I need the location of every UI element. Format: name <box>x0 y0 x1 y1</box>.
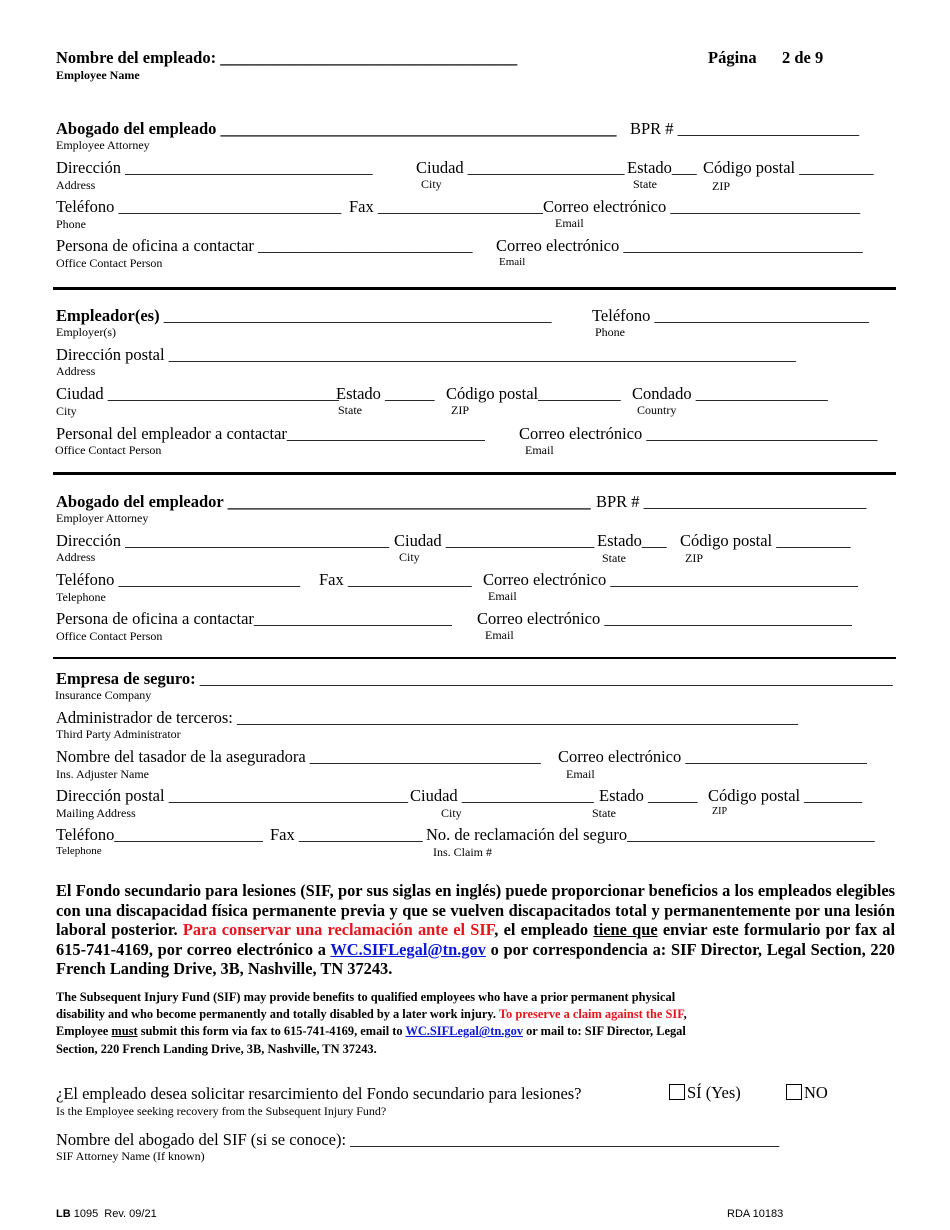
employer-attorney-city-sublabel: City <box>399 550 420 564</box>
employee-attorney-phone-field[interactable]: Teléfono ___________________________ <box>56 197 342 216</box>
sif-no-checkbox[interactable] <box>786 1084 802 1100</box>
sif-question-sublabel: Is the Employee seeking recovery from the Subsequent Injury Fund? <box>56 1104 387 1118</box>
employer-attorney-contact-email-field[interactable]: Correo electrónico ______________________________ <box>477 609 852 628</box>
employer-attorney-zip-sublabel: ZIP <box>685 551 703 565</box>
employer-contact-sublabel: Office Contact Person <box>55 443 162 457</box>
employer-attorney-phone-sublabel: Telephone <box>56 590 106 604</box>
insurance-zip-field[interactable]: Código postal _______ <box>708 786 863 805</box>
sif-attorney-field[interactable]: Nombre del abogado del SIF (si se conoce): ____________________________________________________ <box>56 1130 780 1149</box>
sif-yes-option[interactable] <box>669 1084 741 1102</box>
sif-notice-english-text: , Employee <box>56 1007 687 1039</box>
insurance-city-field[interactable]: Ciudad ________________ <box>410 786 594 805</box>
adjuster-name-sublabel: Ins. Adjuster Name <box>56 767 149 781</box>
employee-attorney-bpr-field[interactable]: BPR # ______________________ <box>630 119 860 138</box>
insurance-company-line: ____________________________________________________________________________________ <box>195 669 893 688</box>
page-number: 2 de 9 <box>782 48 824 67</box>
insurance-mailing-address-sublabel: Mailing Address <box>56 806 136 820</box>
employer-line: _______________________________________________ <box>159 306 552 325</box>
section-divider <box>53 472 896 475</box>
adjuster-email-sublabel: Email <box>566 767 595 781</box>
employer-city-sublabel: City <box>56 404 77 418</box>
employee-attorney-city-sublabel: City <box>421 177 442 191</box>
employee-attorney-contact-field[interactable]: Persona de oficina a contactar __________________________ <box>56 236 473 255</box>
sif-no-option[interactable] <box>786 1084 828 1102</box>
employee-name-sublabel: Employee Name <box>56 68 140 82</box>
employee-attorney-fax-field[interactable]: Fax ____________________ <box>349 197 543 216</box>
sif-notice-spanish <box>56 881 895 979</box>
insurance-phone-field[interactable]: Teléfono__________________ <box>56 825 263 844</box>
employee-attorney-sublabel: Employee Attorney <box>56 138 150 152</box>
form-number-revision: 1095 Rev. 09/21 <box>70 1208 157 1220</box>
employer-attorney-contact-email-sublabel: Email <box>485 628 514 642</box>
employee-attorney-zip-field[interactable]: Código postal _________ <box>703 158 874 177</box>
employer-attorney-contact-sublabel: Office Contact Person <box>56 629 163 643</box>
adjuster-name-field[interactable]: Nombre del tasador de la aseguradora ____________________________ <box>56 747 541 766</box>
insurance-fax-field[interactable]: Fax _______________ <box>270 825 423 844</box>
employer-state-sublabel: State <box>338 403 362 417</box>
employee-attorney-field[interactable]: Abogado del empleado ________________________________________________ <box>56 119 617 138</box>
employer-zip-sublabel: ZIP <box>451 403 469 417</box>
employee-attorney-state-sublabel: State <box>633 177 657 191</box>
employee-attorney-address-sublabel: Address <box>56 178 96 192</box>
page-label: Página <box>708 48 757 67</box>
employer-contact-field[interactable]: Personal del empleador a contactar________________________ <box>56 424 485 443</box>
sif-notice-spanish-text: , el empleado <box>494 920 594 940</box>
employer-attorney-zip-field[interactable]: Código postal _________ <box>680 531 851 550</box>
employer-zip-field[interactable]: Código postal__________ <box>446 384 621 403</box>
insurance-city-sublabel: City <box>441 806 462 820</box>
insurance-claim-sublabel: Ins. Claim # <box>433 845 492 859</box>
employer-name-field[interactable] <box>56 307 551 325</box>
insurance-company-sublabel: Insurance Company <box>55 688 152 702</box>
employer-attorney-bpr-field[interactable]: BPR # ___________________________ <box>596 492 867 511</box>
sif-notice-english-text: or mail to: SIF Director, Legal Section, 220 French Landing Drive, 3B, Nashville, TN 37243. <box>56 1024 686 1056</box>
employee-attorney-contact-sublabel: Office Contact Person <box>56 256 163 270</box>
employer-email-sublabel: Email <box>525 443 554 457</box>
employee-attorney-city-field[interactable]: Ciudad ___________________ <box>416 158 625 177</box>
employer-attorney-contact-field[interactable]: Persona de oficina a contactar________________________ <box>56 609 452 628</box>
sif-attorney-sublabel: SIF Attorney Name (If known) <box>56 1149 205 1163</box>
insurance-state-sublabel: State <box>592 806 616 820</box>
sif-email-link[interactable]: WC.SIFLegal@tn.gov <box>405 1024 524 1039</box>
sif-notice-english-emphasis: must <box>111 1024 138 1039</box>
employer-address-sublabel: Address <box>56 364 96 378</box>
form-number-prefix: LB <box>56 1208 71 1220</box>
sif-yes-checkbox[interactable] <box>669 1084 685 1100</box>
sif-notice-spanish-warning: Para conservar una reclamación ante el SIF <box>182 920 495 940</box>
employee-attorney-phone-sublabel: Phone <box>56 217 86 231</box>
sif-notice-spanish-text: El Fondo secundario para lesiones (SIF, por sus siglas en inglés) puede proporcionar beneficios a los empleados elegibles con una discapacidad física permanente previa y que se vuelven discapacitados total y permanentemente por una lesión laboral posterior. <box>56 881 895 940</box>
employer-county-field[interactable]: Condado ________________ <box>632 384 828 403</box>
employer-attorney-state-field[interactable]: Estado___ <box>597 531 667 550</box>
employer-attorney-city-field[interactable]: Ciudad __________________ <box>394 531 595 550</box>
employee-attorney-zip-sublabel: ZIP <box>712 179 730 193</box>
employee-name-field[interactable]: Nombre del empleado: ____________________________________ <box>56 48 518 67</box>
insurance-state-field[interactable]: Estado ______ <box>599 786 698 805</box>
employee-attorney-address-field[interactable]: Dirección ______________________________ <box>56 158 373 177</box>
employer-attorney-field[interactable]: Abogado del empleador ____________________________________________ <box>56 492 591 511</box>
employer-phone-sublabel: Phone <box>595 325 625 339</box>
sif-notice-english-warning: To preserve a claim against the SIF <box>498 1007 684 1022</box>
sif-yes-label: SÍ (Yes) <box>687 1083 741 1102</box>
sif-notice-spanish-emphasis: tiene que <box>593 920 658 940</box>
rda-number: RDA 10183 <box>727 1208 784 1220</box>
insurance-claim-field[interactable]: No. de reclamación del seguro______________________________ <box>426 825 875 844</box>
sif-notice-english <box>56 989 716 1058</box>
employer-attorney-address-field[interactable]: Dirección ________________________________ <box>56 531 390 550</box>
employer-attorney-address-sublabel: Address <box>56 550 96 564</box>
sif-question: ¿El empleado desea solicitar resarcimiento del Fondo secundario para lesiones? <box>56 1084 582 1103</box>
tpa-sublabel: Third Party Administrator <box>56 727 181 741</box>
insurance-company-label: Empresa de seguro: <box>56 669 196 688</box>
sif-email-link[interactable]: WC.SIFLegal@tn.gov <box>330 939 486 959</box>
sif-no-label: NO <box>804 1083 828 1102</box>
employer-attorney-state-sublabel: State <box>602 551 626 565</box>
employee-attorney-contact-email-field[interactable]: Correo electrónico _____________________________ <box>496 236 863 255</box>
insurance-company-field[interactable] <box>56 670 893 688</box>
insurance-zip-sublabel: ZIP <box>712 806 727 817</box>
sif-notice-spanish-text: o por correspondencia a: SIF Director, Legal Section, 220 French Landing Drive, 3B, Nashville, TN 37243. <box>56 939 895 979</box>
employer-state-field[interactable]: Estado ______ <box>336 384 435 403</box>
adjuster-email-field[interactable]: Correo electrónico ______________________ <box>558 747 867 766</box>
employer-phone-field[interactable]: Teléfono __________________________ <box>592 306 870 325</box>
employer-sublabel: Employer(s) <box>56 325 116 339</box>
employer-email-field[interactable]: Correo electrónico ____________________________ <box>519 424 878 443</box>
employer-attorney-phone-field[interactable]: Teléfono ______________________ <box>56 570 301 589</box>
employer-attorney-email-sublabel: Email <box>488 589 517 603</box>
sif-notice-spanish-text: enviar este formulario por fax al 615-741-4169, por correo electrónico a <box>56 920 895 959</box>
employer-address-field[interactable]: Dirección postal ____________________________________________________________________________ <box>56 345 796 364</box>
sif-notice-english-text: submit this form via fax to 615-741-4169, email to <box>137 1024 406 1039</box>
employer-attorney-fax-field[interactable]: Fax _______________ <box>319 570 472 589</box>
employee-attorney-contact-email-sublabel: Email <box>499 256 526 268</box>
insurance-mailing-address-field[interactable]: Dirección postal _____________________________ <box>56 786 408 805</box>
employee-attorney-email-field[interactable]: Correo electrónico _______________________ <box>543 197 861 216</box>
employer-attorney-sublabel: Employer Attorney <box>56 511 149 525</box>
employer-attorney-email-field[interactable]: Correo electrónico ______________________________ <box>483 570 858 589</box>
section-divider <box>53 657 896 659</box>
tpa-field[interactable]: Administrador de terceros: ____________________________________________________________________ <box>56 708 798 727</box>
employer-label: Empleador(es) <box>56 306 160 325</box>
section-divider <box>53 287 896 290</box>
employee-attorney-email-sublabel: Email <box>555 216 584 230</box>
employee-attorney-state-field[interactable]: Estado___ <box>627 158 697 177</box>
form-number <box>56 1208 157 1220</box>
insurance-phone-sublabel: Telephone <box>56 845 102 857</box>
employer-city-field[interactable]: Ciudad ____________________________ <box>56 384 339 403</box>
sif-notice-english-text: The Subsequent Injury Fund (SIF) may provide benefits to qualified employees who have a prior permanent physical disability and who become permanently and totally disabled by a later work injury. <box>56 990 676 1022</box>
employer-county-sublabel: Country <box>637 403 677 417</box>
